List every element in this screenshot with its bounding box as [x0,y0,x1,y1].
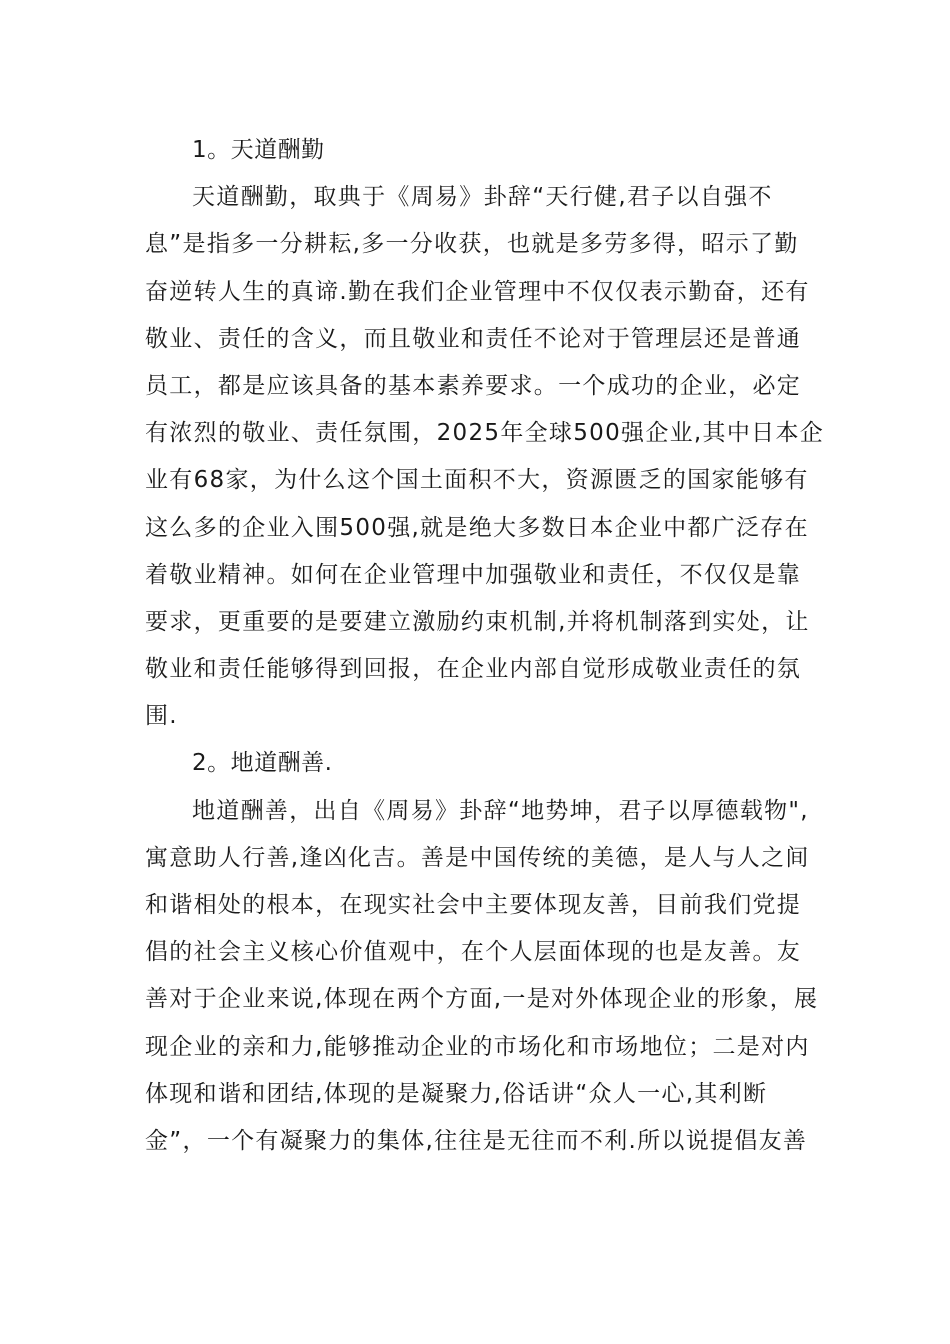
paragraph-line: 敬业和责任能够得到回报，在企业内部自觉形成敬业责任的氛 [145,656,802,683]
paragraph-line: 业有68家，为什么这个国土面积不大，资源匮乏的国家能够有 [145,467,809,494]
paragraph-line: 体现和谐和团结,体现的是凝聚力,俗话讲“众人一心,其利断 [145,1080,768,1107]
paragraph-line: 倡的社会主义核心价值观中，在个人层面体现的也是友善。友 [145,939,802,966]
paragraph-line: 围. [145,703,178,730]
paragraph-line: 地道酬善，出自《周易》卦辞“地势坤，君子以厚德载物", [192,797,809,824]
section-heading: 1。天道酬勤 [192,137,325,163]
paragraph-line: 金”，一个有凝聚力的集体,往往是无往而不利.所以说提倡友善 [145,1127,808,1154]
paragraph-line: 善对于企业来说,体现在两个方面,一是对外体现企业的形象，展 [145,986,819,1013]
section-heading: 2。地道酬善. [192,750,333,777]
paragraph-line: 有浓烈的敬业、责任氛围，2025年全球500强企业,其中日本企 [145,420,825,447]
paragraph-line: 员工，都是应该具备的基本素养要求。一个成功的企业，必定 [145,372,802,399]
document-page [145,127,825,1165]
paragraph-line: 息”是指多一分耕耘,多一分收获，也就是多劳多得，昭示了勤 [145,231,799,258]
paragraph-line: 着敬业精神。如何在企业管理中加强敬业和责任，不仅仅是靠 [145,561,802,588]
paragraph-line: 寓意助人行善,逢凶化吉。善是中国传统的美德，是人与人之间 [145,844,810,871]
paragraph-line: 敬业、责任的含义，而且敬业和责任不论对于管理层还是普通 [145,325,802,352]
paragraph-line: 和谐相处的根本，在现实社会中主要体现友善，目前我们党提 [145,892,802,918]
paragraph-line: 天道酬勤，取典于《周易》卦辞“天行健,君子以自强不 [192,184,773,211]
paragraph-line: 要求，更重要的是要建立激励约束机制,并将机制落到实处，让 [145,608,810,635]
paragraph-line: 这么多的企业入围500强,就是绝大多数日本企业中都广泛存在 [145,514,809,541]
paragraph-line: 奋逆转人生的真谛.勤在我们企业管理中不仅仅表示勤奋，还有 [145,278,810,305]
paragraph-line: 现企业的亲和力,能够推动企业的市场化和市场地位；二是对内 [145,1033,810,1060]
